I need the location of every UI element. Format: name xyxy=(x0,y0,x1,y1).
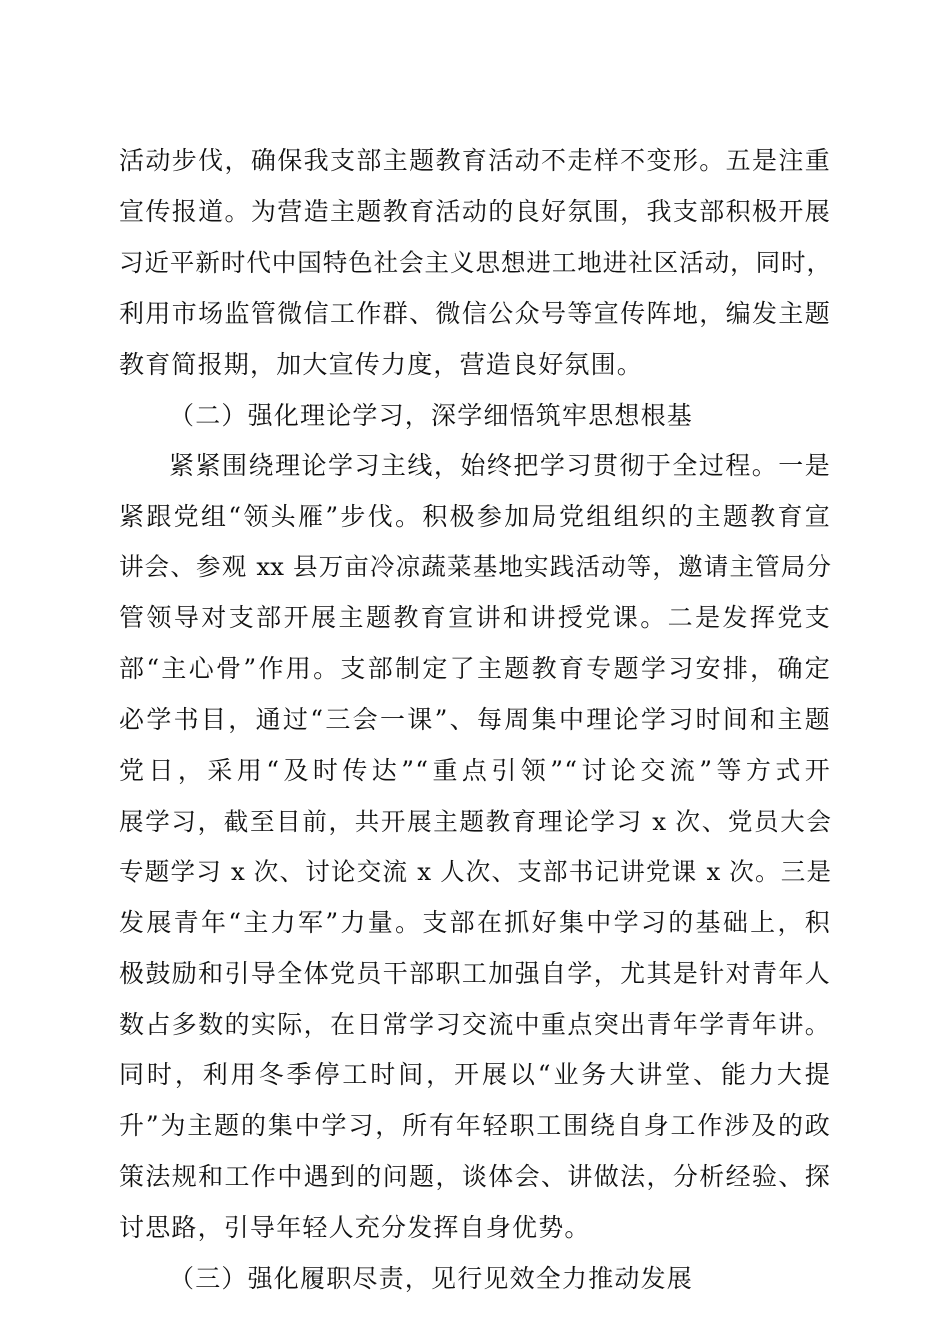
body-text-line: 极鼓励和引导全体党员干部职工加强自学，尤其是针对青年人 xyxy=(119,959,831,988)
paragraph-first-line: 紧紧围绕理论学习主线，始终把学习贯彻于全过程。一是 xyxy=(169,451,831,480)
body-text-line: 习近平新时代中国特色社会主义思想进工地进社区活动，同时， xyxy=(119,248,831,277)
body-text-line: 展学习，截至目前，共开展主题教育理论学习 x 次、党员大会 xyxy=(119,807,831,836)
section-heading-3: （三）强化履职尽责，见行见效全力推动发展 xyxy=(169,1264,694,1293)
body-text-line: 讨思路，引导年轻人充分发挥自身优势。 xyxy=(119,1213,591,1242)
body-text-line: 紧跟党组“领头雁”步伐。积极参加局党组组织的主题教育宣 xyxy=(119,502,831,531)
body-text-line: 数占多数的实际，在日常学习交流中重点突出青年学青年讲。 xyxy=(119,1010,831,1039)
body-text-line: 升”为主题的集中学习，所有年轻职工围绕自身工作涉及的政 xyxy=(119,1111,831,1140)
body-text-line: 策法规和工作中遇到的问题，谈体会、讲做法，分析经验、探 xyxy=(119,1162,831,1191)
body-text-line: 专题学习 x 次、讨论交流 x 人次、支部书记讲党课 x 次。三是 xyxy=(119,857,831,886)
body-text-line: 部“主心骨”作用。支部制定了主题教育专题学习安排，确定 xyxy=(119,654,831,683)
body-text-line: 必学书目，通过“三会一课”、每周集中理论学习时间和主题 xyxy=(119,705,831,734)
body-text-line: 同时，利用冬季停工时间，开展以“业务大讲堂、能力大提 xyxy=(119,1060,831,1089)
body-text-line: 教育简报期，加大宣传力度，营造良好氛围。 xyxy=(119,350,644,379)
body-text-line: 发展青年“主力军”力量。支部在抓好集中学习的基础上，积 xyxy=(119,908,831,937)
body-text-line: 宣传报道。为营造主题教育活动的良好氛围，我支部积极开展 xyxy=(119,197,831,226)
body-text-line: 利用市场监管微信工作群、微信公众号等宣传阵地，编发主题 xyxy=(119,299,831,328)
body-text-line: 管领导对支部开展主题教育宣讲和讲授党课。二是发挥党支 xyxy=(119,603,831,632)
body-text-line: 讲会、参观 xx 县万亩冷凉蔬菜基地实践活动等，邀请主管局分 xyxy=(119,552,831,581)
body-text-line: 活动步伐，确保我支部主题教育活动不走样不变形。五是注重 xyxy=(119,146,831,175)
body-text-line: 党日，采用“及时传达”“重点引领”“讨论交流”等方式开 xyxy=(119,756,831,785)
section-heading-2: （二）强化理论学习，深学细悟筑牢思想根基 xyxy=(169,401,694,430)
